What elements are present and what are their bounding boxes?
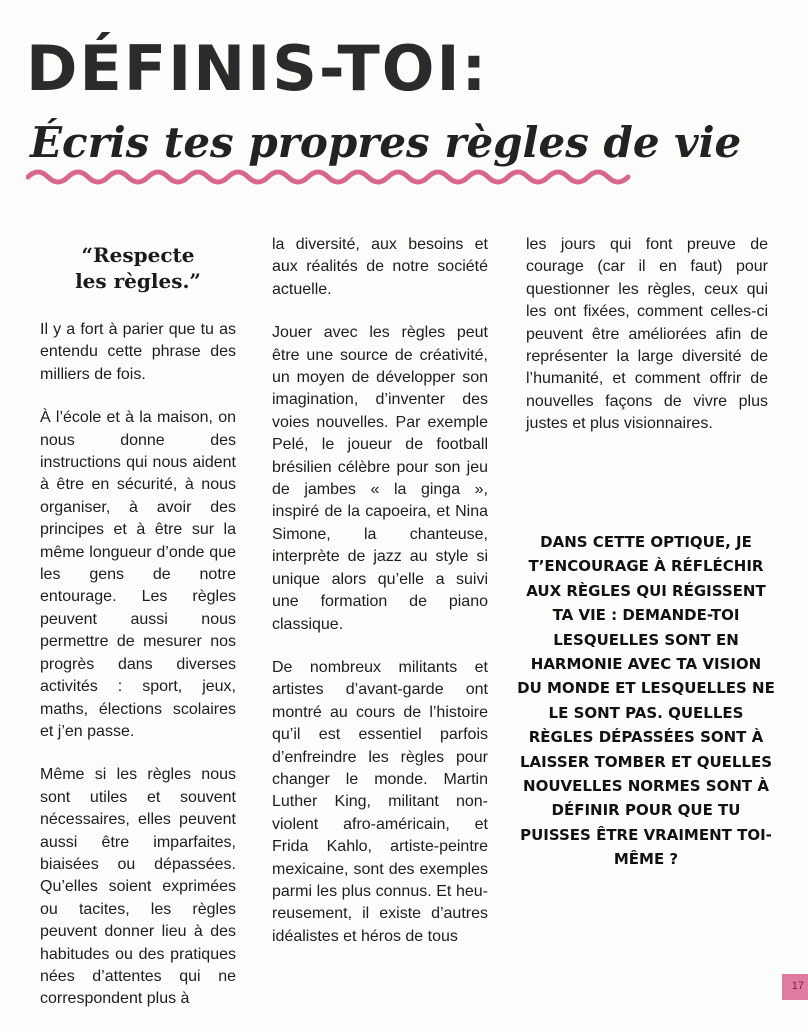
pull-quote-line-1: “Respecte [81,243,195,267]
page-number: 17 [791,980,804,992]
pull-quote [40,242,236,294]
paragraph: À l’école et à la maison, on nous donne des instructions qui nous aident à être en sécurité, à nous organiser, à avoir des principes et à être sur la même longueur d’onde que les gens de notre entourage. Les règles peuvent aussi nous permettre de mesurer nos progrès dans diverses activités : sport, jeux, maths, élections scolaires et j’en passe. [40,409,236,740]
paragraph: Jouer avec les règles peut être une source de créativité, un moyen de développer son imagination, d’inventer des voies nouvelles. Par exemple Pelé, le joueur de football brésilien célèbre pour son jeu de jambes « la ginga », inspiré de la capoeira, et Nina Simone, la chanteuse, interprète de jazz au style si unique alors qu’elle a suivi une formation de piano classique. [272,324,488,633]
paragraph: Même si les règles nous sont utiles et souvent nécessaires, elles peuvent aussi être imparfaites, biaisées ou dépassées. Qu’elles soient exprimées ou tacites, les règles peuvent donner lieu à des habitudes ou des pratiques nées d’attentes qui ne correspondent plus à [40,766,236,1008]
paragraph: De nombreux militants et artistes d’avant-garde ont montré au cours de l’histoire qu’il est essentiel parfois d’enfreindre les règles pour changer le monde. Martin Luther King, militant non-violent afro-américain, et Frida Kahlo, artiste-peintre mexicaine, sont des exemples parmi les plus connus. Et heu-reusement, il existe d’autres idéalistes et héros de tous [272,658,488,945]
paragraph: la diversité, aux besoins et aux réalités de notre société actuelle. [272,236,488,298]
decorative-wave [26,166,638,188]
page-title: DÉFINIS-TOI: [26,32,489,105]
text-column-3 [526,234,768,457]
page-subtitle: Écris tes propres règles de vie [30,118,742,167]
paragraph: Il y a fort à parier que tu as entendu cette phrase des milliers de fois. [40,321,236,383]
pull-quote-line-2: les règles.” [75,269,201,293]
text-column-2 [272,234,488,969]
text-column-1 [40,319,236,1032]
paragraph: les jours qui font preuve de courage (car il en faut) pour questionner les règles, ceux qui les ont fixées, comment celles-ci peuvent être améliorées afin de représenter la large diversité de l’humanité, et comment offrir de nouvelles façons de vivre plus justes et plus visionnaires. [526,236,768,433]
callout-text: DANS CETTE OPTIQUE, JE T’ENCOURAGE À RÉFLÉCHIR AUX RÈGLES QUI RÉGISSENT TA VIE : DEMANDE-TOI LESQUELLES SONT EN HARMONIE AVEC TA VISION DU MONDE ET LESQUELLES NE LE SONT PAS. QUELLES RÈGLES DÉPASSÉES SONT À LAISSER TOMBER ET QUELLES NOUVELLES NORMES SONT À DÉFINIR POUR QUE TU PUISSES ÊTRE VRAIMENT TOI-MÊME ? [517,533,775,869]
